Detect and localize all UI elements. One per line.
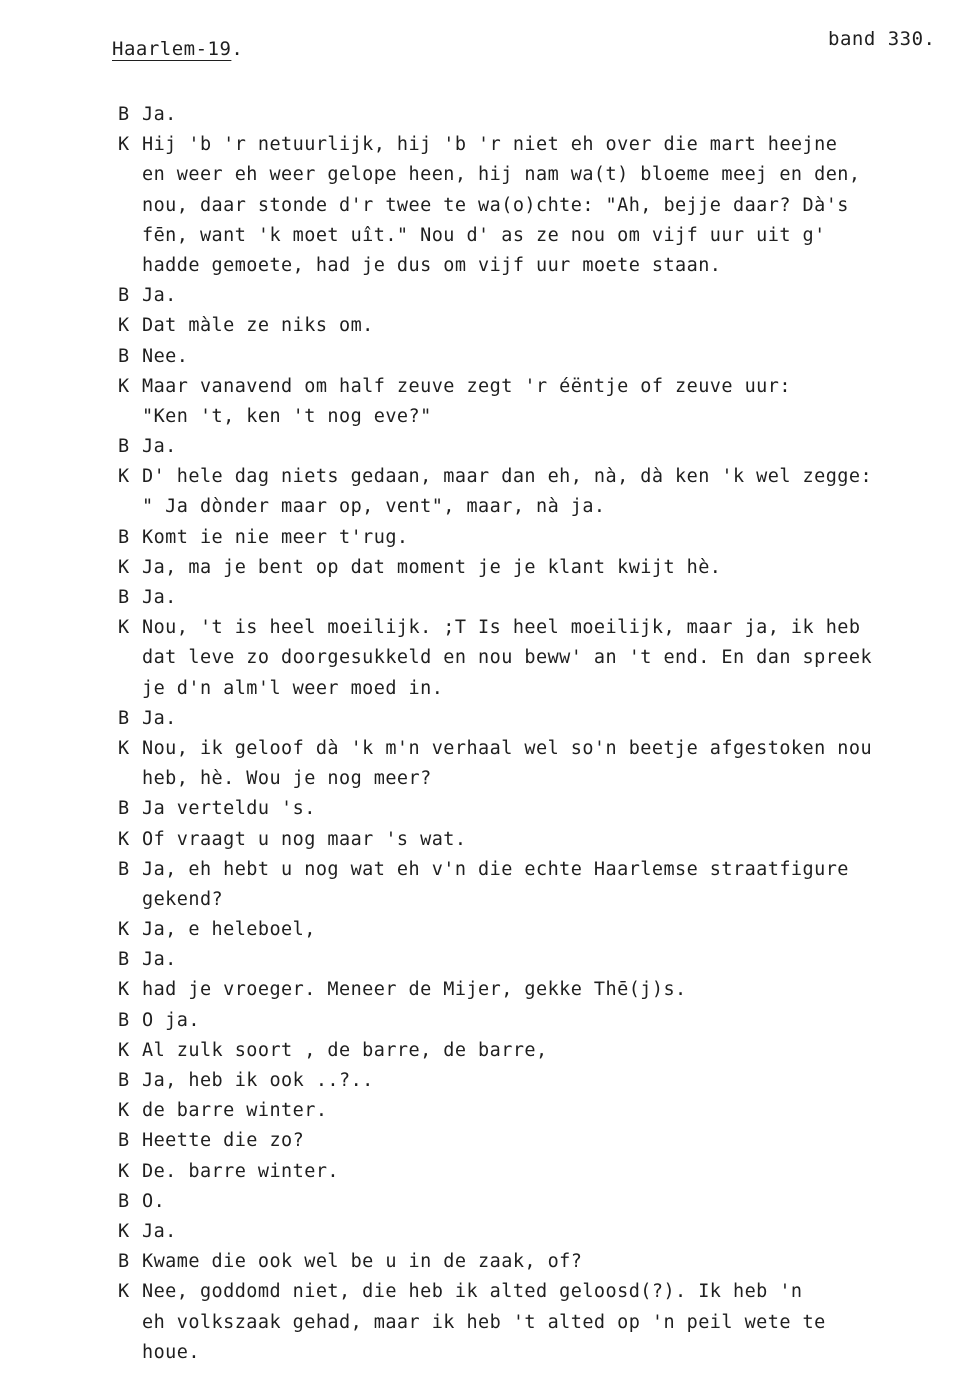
transcript-line <box>118 492 938 522</box>
transcript-line <box>118 1157 938 1187</box>
speaker-label: K <box>118 556 130 578</box>
transcript-line <box>118 251 938 281</box>
transcript-line <box>118 1247 938 1277</box>
utterance-text: je d'n alm'l weer moed in. <box>142 677 444 699</box>
speaker-label: K <box>118 617 130 639</box>
speaker-label: K <box>118 1281 130 1303</box>
transcript-line <box>118 342 938 372</box>
utterance-text: houe. <box>142 1341 200 1363</box>
speaker-label: K <box>118 134 130 156</box>
speaker-label: K <box>118 375 130 397</box>
transcript-line <box>118 191 938 221</box>
speaker-label: K <box>118 1220 130 1242</box>
speaker-label: K <box>118 1100 130 1122</box>
utterance-text: de barre winter. <box>142 1100 328 1122</box>
transcript-line <box>118 945 938 975</box>
speaker-label: B <box>118 587 130 608</box>
utterance-text: gekend? <box>142 888 224 910</box>
speaker-label: K <box>118 919 130 941</box>
transcript-line <box>118 462 938 492</box>
utterance-text: Nou, 't is heel moeilijk. ;T Is heel moeilijk, maar ja, ik heb <box>142 617 861 639</box>
speaker-label: B <box>118 858 130 880</box>
utterance-text: Ja. <box>142 285 177 307</box>
utterance-text: hadde gemoete, had je dus om vijf uur moete staan. <box>142 254 722 276</box>
transcript-line <box>118 915 938 945</box>
transcript-line <box>118 1006 938 1036</box>
utterance-text: Heette die zo? <box>142 1130 305 1152</box>
transcript-line <box>118 523 938 553</box>
speaker-label: B <box>118 798 130 820</box>
utterance-text: Nou, ik geloof dà 'k m'n verhaal wel so'n beetje afgestoken nou <box>142 737 873 759</box>
utterance-text: fēn, want 'k moet uît." Nou d' as ze nou om vijf uur uit g' <box>142 224 826 246</box>
utterance-text: "Ken 't, ken 't nog eve?" <box>142 405 432 427</box>
speaker-label: K <box>118 1160 130 1182</box>
utterance-text: Maar vanavend om half zeuve zegt 'r éëntje of zeuve uur: <box>142 375 791 397</box>
utterance-text: Hij 'b 'r netuurlijk, hij 'b 'r niet eh over die mart heejne <box>142 134 838 156</box>
utterance-text: Ja, heb ik ook ..?.. <box>142 1070 374 1091</box>
transcript-line <box>118 764 938 794</box>
utterance-text: Dat màle ze niks om. <box>142 315 374 337</box>
speaker-label: B <box>118 526 130 548</box>
utterance-text: nou, daar stonde d'r twee te wa(o)chte: "Ah, bejje daar? Dà's <box>142 194 849 216</box>
transcript-line <box>118 704 938 734</box>
utterance-text: Ja. <box>142 587 177 608</box>
transcript-line <box>118 975 938 1005</box>
transcript-line <box>118 160 938 190</box>
transcript-line <box>118 734 938 764</box>
transcript-line <box>118 1187 938 1217</box>
utterance-text: Of vraagt u nog maar 's wat. <box>142 828 467 850</box>
utterance-text: D' hele dag niets gedaan, maar dan eh, nà, dà ken 'k wel zegge: <box>142 466 873 488</box>
utterance-text: heb, hè. Wou je nog meer? <box>142 768 432 790</box>
transcript-line <box>118 432 938 462</box>
transcript-line <box>118 402 938 432</box>
speaker-label: B <box>118 285 130 307</box>
utterance-text: eh volkszaak gehad, maar ik heb 't alted op 'n peil wete te <box>142 1311 826 1333</box>
utterance-text: Komt ie nie meer t'rug. <box>142 526 409 548</box>
speaker-label: B <box>118 1251 130 1273</box>
transcript-line <box>118 794 938 824</box>
transcript-line <box>118 1096 938 1126</box>
utterance-text: Ja, eh hebt u nog wat eh v'n die echte Haarlemse straatfigure <box>142 858 849 880</box>
transcript-line <box>118 855 938 885</box>
location-title-suffix: . <box>231 38 244 60</box>
speaker-label: K <box>118 315 130 337</box>
speaker-label: B <box>118 345 130 367</box>
speaker-label: B <box>118 1009 130 1031</box>
transcript-line <box>118 281 938 311</box>
transcript-line <box>118 885 938 915</box>
utterance-text: Nee. <box>142 345 189 367</box>
utterance-text: De. barre winter. <box>142 1160 339 1182</box>
utterance-text: Ja. <box>142 104 177 125</box>
transcript-line <box>118 311 938 341</box>
speaker-label: B <box>118 1130 130 1152</box>
transcript-line <box>118 372 938 402</box>
location-title: Haarlem-19 <box>112 38 232 60</box>
speaker-label: B <box>118 1190 130 1212</box>
transcript-line <box>118 100 938 130</box>
utterance-text: Ja verteldu 's. <box>142 798 316 820</box>
utterance-text: Ja, ma je bent op dat moment je je klant kwijt hè. <box>142 556 722 578</box>
transcript-line <box>118 1277 938 1307</box>
speaker-label: K <box>118 1039 130 1061</box>
transcript-line <box>118 221 938 251</box>
utterance-text: O. <box>142 1190 166 1212</box>
utterance-text: Ja. <box>142 949 177 971</box>
speaker-label: K <box>118 979 130 1001</box>
utterance-text: O ja. <box>142 1009 200 1031</box>
utterance-text: en weer eh weer gelope heen, hij nam wa(t) bloeme meej en den, <box>142 164 861 186</box>
transcript-line <box>118 553 938 583</box>
transcript-line <box>118 613 938 643</box>
transcript-line <box>118 643 938 673</box>
utterance-text: Kwame die ook wel be u in de zaak, of? <box>142 1251 583 1273</box>
transcript-line <box>118 825 938 855</box>
transcript-line <box>118 583 938 613</box>
transcript-line <box>118 1066 938 1096</box>
transcript-line <box>118 1308 938 1338</box>
utterance-text: Ja. <box>142 1220 177 1242</box>
utterance-text: Ja, e heleboel, <box>142 919 316 941</box>
speaker-label: K <box>118 737 130 759</box>
speaker-label: K <box>118 466 130 488</box>
utterance-text: Nee, goddomd niet, die heb ik alted geloosd(?). Ik heb 'n <box>142 1281 803 1303</box>
utterance-text: dat leve zo doorgesukkeld en nou beww' an 't end. En dan spreek <box>142 647 873 669</box>
document-location-header <box>112 36 243 62</box>
transcript-line <box>118 674 938 704</box>
speaker-label: B <box>118 1070 130 1091</box>
speaker-label: K <box>118 828 130 850</box>
speaker-label: B <box>118 104 130 125</box>
utterance-text: Ja. <box>142 707 177 729</box>
speaker-label: B <box>118 707 130 729</box>
transcript-line <box>118 1126 938 1156</box>
transcript-body <box>118 100 938 1368</box>
transcript-line <box>118 1217 938 1247</box>
utterance-text: " Ja dònder maar op, vent", maar, nà ja. <box>142 496 606 518</box>
utterance-text: Al zulk soort , de barre, de barre, <box>142 1039 548 1061</box>
transcript-line <box>118 1338 938 1368</box>
speaker-label: B <box>118 436 130 458</box>
transcript-line <box>118 130 938 160</box>
utterance-text: had je vroeger. Meneer de Mijer, gekke Thē(j)s. <box>142 979 687 1001</box>
speaker-label: B <box>118 949 130 971</box>
tape-number: band 330. <box>828 28 936 50</box>
utterance-text: Ja. <box>142 436 177 458</box>
transcript-line <box>118 1036 938 1066</box>
